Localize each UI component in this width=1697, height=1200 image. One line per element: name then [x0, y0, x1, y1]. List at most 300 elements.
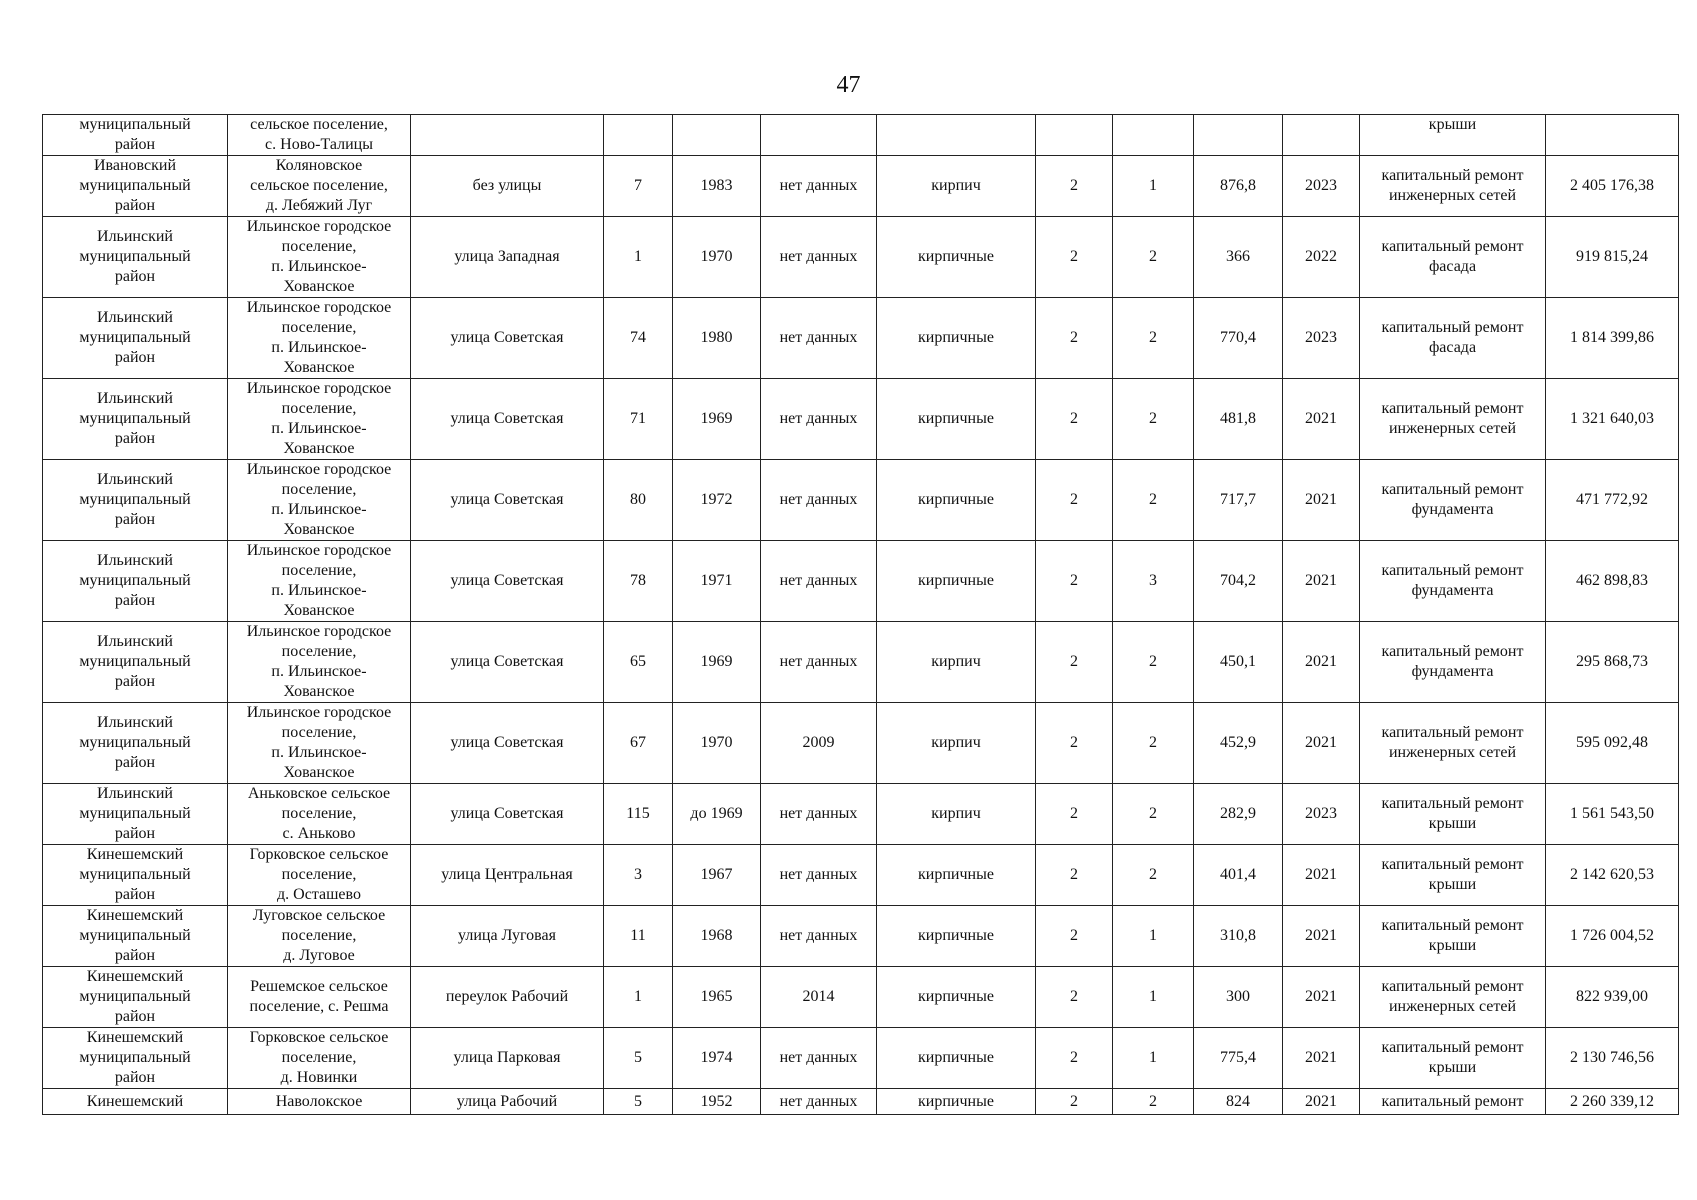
- wall-material-cell: [877, 379, 1036, 460]
- cost-cell: [1546, 845, 1679, 906]
- district-cell: [43, 156, 228, 217]
- cost-cell: [1546, 217, 1679, 298]
- last-repair-cell-text: нет данных: [779, 329, 858, 346]
- wall-material-cell: [877, 1028, 1036, 1089]
- settlement-cell: [228, 1089, 411, 1115]
- plan-year-cell: [1283, 784, 1360, 845]
- last-repair-cell-text: нет данных: [779, 177, 858, 194]
- build-year-cell: [673, 541, 761, 622]
- street-cell: [411, 906, 604, 967]
- last-repair-cell: [761, 460, 877, 541]
- house-number-cell-text: 5: [634, 1092, 642, 1110]
- floors-cell: [1036, 156, 1113, 217]
- settlement-cell-text: Наволокское: [275, 1092, 363, 1110]
- table-row: [43, 460, 1679, 541]
- last-repair-cell-text: нет данных: [779, 866, 858, 883]
- settlement-cell: [228, 541, 411, 622]
- settlement-cell-text: Ильинское городское поселение, п. Ильинское- Хованское: [246, 380, 392, 457]
- cost-cell-text: 595 092,48: [1576, 734, 1648, 751]
- house-number-cell: [604, 541, 673, 622]
- district-cell-text: Ильинский муниципальный район: [79, 633, 191, 690]
- plan-year-cell-text: 2021: [1305, 653, 1337, 670]
- settlement-cell-text: Ильинское городское поселение, п. Ильинское- Хованское: [246, 704, 392, 781]
- area-cell: [1194, 784, 1283, 845]
- build-year-cell-text: 1983: [700, 177, 733, 194]
- settlement-cell: [228, 784, 411, 845]
- cost-cell: [1546, 703, 1679, 784]
- district-cell: [43, 379, 228, 460]
- settlement-cell: [228, 906, 411, 967]
- street-cell: [411, 703, 604, 784]
- house-number-cell-text: 74: [630, 329, 646, 346]
- street-cell-text: улица Западная: [454, 248, 560, 265]
- entrances-cell-text: 2: [1149, 410, 1157, 427]
- table-row: [43, 115, 1679, 156]
- floors-cell: [1036, 622, 1113, 703]
- floors-cell: [1036, 541, 1113, 622]
- area-cell-text: 300: [1226, 988, 1250, 1005]
- table-row: [43, 1028, 1679, 1089]
- plan-year-cell: [1283, 298, 1360, 379]
- last-repair-cell: [761, 784, 877, 845]
- wall-material-cell-text: кирпичные: [918, 572, 994, 589]
- house-number-cell: [604, 622, 673, 703]
- last-repair-cell-text: нет данных: [779, 653, 858, 670]
- build-year-cell: [673, 379, 761, 460]
- street-cell-text: улица Советская: [450, 734, 564, 751]
- house-number-cell-text: 5: [634, 1049, 642, 1066]
- table-row: [43, 1089, 1679, 1115]
- plan-year-cell: [1283, 460, 1360, 541]
- wall-material-cell: [877, 298, 1036, 379]
- entrances-cell-text: 2: [1149, 248, 1157, 265]
- entrances-cell: [1113, 906, 1194, 967]
- area-cell-text: 824: [1226, 1092, 1250, 1110]
- last-repair-cell: [761, 217, 877, 298]
- district-cell: [43, 967, 228, 1028]
- settlement-cell-text: Горковское сельское поселение, д. Новинки: [249, 1029, 389, 1086]
- wall-material-cell: [877, 845, 1036, 906]
- house-number-cell-text: 65: [630, 653, 646, 670]
- settlement-cell: [228, 298, 411, 379]
- area-cell: [1194, 967, 1283, 1028]
- plan-year-cell-text: 2021: [1305, 988, 1337, 1005]
- build-year-cell-text: 1974: [700, 1049, 733, 1066]
- last-repair-cell-text: нет данных: [779, 805, 858, 822]
- area-cell-text: 282,9: [1220, 805, 1256, 822]
- district-cell-text: Ильинский муниципальный район: [79, 471, 191, 528]
- last-repair-cell-text: нет данных: [779, 491, 858, 508]
- street-cell: [411, 156, 604, 217]
- street-cell-text: без улицы: [472, 177, 542, 194]
- build-year-cell: [673, 784, 761, 845]
- last-repair-cell: [761, 845, 877, 906]
- work-type-cell-text: капитальный ремонт фундамента: [1381, 562, 1524, 599]
- area-cell: [1194, 1028, 1283, 1089]
- cost-cell: [1546, 156, 1679, 217]
- cost-cell: [1546, 622, 1679, 703]
- plan-year-cell: [1283, 115, 1360, 156]
- work-type-cell-text: капитальный ремонт фундамента: [1381, 481, 1524, 518]
- work-type-cell: [1360, 1089, 1546, 1115]
- cost-cell-text: 1 561 543,50: [1570, 805, 1654, 822]
- entrances-cell-text: 2: [1149, 805, 1157, 822]
- entrances-cell: [1113, 967, 1194, 1028]
- area-cell-text: 775,4: [1220, 1049, 1256, 1066]
- floors-cell-text: 2: [1070, 1049, 1078, 1066]
- work-type-cell: [1360, 156, 1546, 217]
- floors-cell-text: 2: [1070, 572, 1078, 589]
- house-number-cell: [604, 967, 673, 1028]
- build-year-cell-text: 1980: [700, 329, 733, 346]
- cost-cell: [1546, 115, 1679, 156]
- street-cell-text: улица Советская: [450, 653, 564, 670]
- table-row: [43, 156, 1679, 217]
- floors-cell: [1036, 967, 1113, 1028]
- settlement-cell-text: Горковское сельское поселение, д. Осташево: [249, 846, 389, 903]
- area-cell: [1194, 541, 1283, 622]
- cost-cell-text: 2 260 339,12: [1570, 1092, 1654, 1110]
- cost-cell: [1546, 1089, 1679, 1115]
- cost-cell-text: 2 405 176,38: [1570, 177, 1654, 194]
- build-year-cell-text: до 1969: [690, 805, 743, 822]
- district-cell-text: Ивановский муниципальный район: [79, 157, 191, 214]
- house-number-cell-text: 71: [630, 410, 646, 427]
- floors-cell: [1036, 784, 1113, 845]
- entrances-cell: [1113, 1028, 1194, 1089]
- build-year-cell-text: 1965: [700, 988, 733, 1005]
- settlement-cell: [228, 217, 411, 298]
- floors-cell-text: 2: [1070, 329, 1078, 346]
- street-cell: [411, 845, 604, 906]
- house-number-cell: [604, 1028, 673, 1089]
- settlement-cell-text: Ильинское городское поселение, п. Ильинское- Хованское: [246, 299, 392, 376]
- last-repair-cell-text: нет данных: [779, 1092, 858, 1110]
- street-cell: [411, 622, 604, 703]
- plan-year-cell: [1283, 1028, 1360, 1089]
- settlement-cell: [228, 156, 411, 217]
- table-row: [43, 845, 1679, 906]
- cost-cell-text: 1 321 640,03: [1570, 410, 1654, 427]
- last-repair-cell: [761, 703, 877, 784]
- settlement-cell-text: сельское поселение, с. Ново-Талицы: [250, 116, 388, 153]
- plan-year-cell-text: 2021: [1305, 572, 1337, 589]
- street-cell-text: улица Советская: [450, 410, 564, 427]
- work-type-cell-text: капитальный ремонт крыши: [1381, 1039, 1524, 1076]
- work-type-cell-text: капитальный ремонт крыши: [1381, 856, 1524, 893]
- entrances-cell-text: 2: [1149, 734, 1157, 751]
- wall-material-cell: [877, 622, 1036, 703]
- street-cell: [411, 967, 604, 1028]
- area-cell: [1194, 622, 1283, 703]
- last-repair-cell-text: нет данных: [779, 410, 858, 427]
- build-year-cell-text: 1967: [700, 866, 733, 883]
- plan-year-cell: [1283, 622, 1360, 703]
- settlement-cell-text: Коляновское сельское поселение, д. Лебяжий Луг: [250, 157, 388, 214]
- district-cell-text: муниципальный район: [79, 116, 191, 153]
- district-cell: [43, 784, 228, 845]
- area-cell: [1194, 1089, 1283, 1115]
- floors-cell: [1036, 906, 1113, 967]
- last-repair-cell-text: 2009: [802, 734, 835, 751]
- area-cell-text: 401,4: [1220, 866, 1256, 883]
- settlement-cell: [228, 967, 411, 1028]
- floors-cell-text: 2: [1070, 734, 1078, 751]
- house-number-cell: [604, 217, 673, 298]
- wall-material-cell-text: кирпичные: [918, 988, 994, 1005]
- settlement-cell: [228, 460, 411, 541]
- floors-cell-text: 2: [1070, 866, 1078, 883]
- wall-material-cell-text: кирпичные: [918, 927, 994, 944]
- area-cell: [1194, 156, 1283, 217]
- plan-year-cell-text: 2021: [1305, 1092, 1337, 1110]
- entrances-cell-text: 1: [1149, 177, 1157, 194]
- last-repair-cell-text: нет данных: [779, 248, 858, 265]
- plan-year-cell: [1283, 967, 1360, 1028]
- house-number-cell-text: 7: [634, 177, 642, 194]
- area-cell: [1194, 906, 1283, 967]
- build-year-cell: [673, 622, 761, 703]
- cost-cell: [1546, 298, 1679, 379]
- wall-material-cell: [877, 156, 1036, 217]
- district-cell-text: Кинешемский: [86, 1092, 184, 1110]
- work-type-cell-text: капитальный ремонт фундамента: [1381, 643, 1524, 680]
- settlement-cell-text: Луговское сельское поселение, д. Луговое: [252, 907, 386, 964]
- cost-cell-text: 1 726 004,52: [1570, 927, 1654, 944]
- work-type-cell-text: капитальный ремонт инженерных сетей: [1381, 978, 1524, 1015]
- house-number-cell: [604, 298, 673, 379]
- house-number-cell-text: 11: [630, 927, 646, 944]
- work-type-cell: [1360, 298, 1546, 379]
- plan-year-cell-text: 2021: [1305, 491, 1337, 508]
- entrances-cell-text: 1: [1149, 1049, 1157, 1066]
- plan-year-cell-text: 2022: [1305, 248, 1337, 265]
- build-year-cell-text: 1972: [700, 491, 733, 508]
- district-cell: [43, 1028, 228, 1089]
- floors-cell: [1036, 703, 1113, 784]
- area-cell-text: 310,8: [1220, 927, 1256, 944]
- last-repair-cell: [761, 906, 877, 967]
- table-row: [43, 784, 1679, 845]
- floors-cell-text: 2: [1070, 248, 1078, 265]
- house-number-cell-text: 3: [634, 866, 642, 883]
- page-number: 47: [836, 72, 861, 98]
- house-number-cell-text: 1: [634, 988, 642, 1005]
- floors-cell: [1036, 845, 1113, 906]
- street-cell-text: улица Советская: [450, 805, 564, 822]
- plan-year-cell: [1283, 906, 1360, 967]
- table-row: [43, 703, 1679, 784]
- wall-material-cell: [877, 906, 1036, 967]
- last-repair-cell-text: нет данных: [779, 572, 858, 589]
- area-cell: [1194, 379, 1283, 460]
- area-cell-text: 717,7: [1220, 491, 1256, 508]
- entrances-cell-text: 2: [1149, 653, 1157, 670]
- house-number-cell: [604, 379, 673, 460]
- street-cell-text: улица Советская: [450, 491, 564, 508]
- plan-year-cell: [1283, 156, 1360, 217]
- entrances-cell: [1113, 1089, 1194, 1115]
- entrances-cell: [1113, 460, 1194, 541]
- build-year-cell-text: 1970: [700, 734, 733, 751]
- cost-cell-text: 2 130 746,56: [1570, 1049, 1654, 1066]
- cost-cell-text: 462 898,83: [1576, 572, 1648, 589]
- street-cell-text: улица Луговая: [458, 927, 556, 944]
- cost-cell-text: 822 939,00: [1576, 988, 1648, 1005]
- district-cell-text: Ильинский муниципальный район: [79, 228, 191, 285]
- wall-material-cell-text: кирпич: [931, 653, 981, 670]
- district-cell: [43, 298, 228, 379]
- entrances-cell: [1113, 156, 1194, 217]
- wall-material-cell-text: кирпич: [931, 805, 981, 822]
- build-year-cell: [673, 906, 761, 967]
- area-cell: [1194, 703, 1283, 784]
- floors-cell-text: 2: [1070, 927, 1078, 944]
- area-cell: [1194, 298, 1283, 379]
- table-row: [43, 379, 1679, 460]
- plan-year-cell: [1283, 845, 1360, 906]
- house-number-cell: [604, 1089, 673, 1115]
- wall-material-cell-text: кирпичные: [918, 248, 994, 265]
- area-cell-text: 704,2: [1220, 572, 1256, 589]
- plan-year-cell-text: 2021: [1305, 927, 1337, 944]
- area-cell-text: 876,8: [1220, 177, 1256, 194]
- floors-cell-text: 2: [1070, 491, 1078, 508]
- work-type-cell: [1360, 541, 1546, 622]
- last-repair-cell: [761, 1028, 877, 1089]
- street-cell: [411, 541, 604, 622]
- cost-cell: [1546, 1028, 1679, 1089]
- cost-cell-text: 471 772,92: [1576, 491, 1648, 508]
- district-cell: [43, 906, 228, 967]
- district-cell-text: Ильинский муниципальный район: [79, 552, 191, 609]
- work-type-cell: [1360, 115, 1546, 156]
- settlement-cell-text: Аньковское сельское поселение, с. Аньково: [247, 785, 391, 842]
- area-cell: [1194, 115, 1283, 156]
- build-year-cell: [673, 845, 761, 906]
- build-year-cell-text: 1968: [700, 927, 733, 944]
- work-type-cell: [1360, 906, 1546, 967]
- house-number-cell-text: 1: [634, 248, 642, 265]
- plan-year-cell-text: 2021: [1305, 1049, 1337, 1066]
- cost-cell: [1546, 541, 1679, 622]
- floors-cell-text: 2: [1070, 1092, 1078, 1110]
- street-cell: [411, 379, 604, 460]
- work-type-cell: [1360, 460, 1546, 541]
- street-cell-text: улица Центральная: [441, 866, 573, 883]
- area-cell-text: 770,4: [1220, 329, 1256, 346]
- district-cell: [43, 845, 228, 906]
- settlement-cell-text: Решемское сельское поселение, с. Решма: [249, 978, 389, 1015]
- district-cell: [43, 115, 228, 156]
- entrances-cell-text: 2: [1149, 329, 1157, 346]
- plan-year-cell: [1283, 379, 1360, 460]
- work-type-cell-text: капитальный ремонт крыши: [1381, 795, 1524, 832]
- cost-cell-text: 919 815,24: [1576, 248, 1648, 265]
- area-cell-text: 366: [1226, 248, 1250, 265]
- district-cell-text: Кинешемский муниципальный район: [79, 968, 191, 1025]
- last-repair-cell: [761, 967, 877, 1028]
- plan-year-cell-text: 2021: [1305, 866, 1337, 883]
- district-cell: [43, 217, 228, 298]
- area-cell: [1194, 217, 1283, 298]
- work-type-cell-text: капитальный ремонт крыши: [1381, 917, 1524, 954]
- entrances-cell: [1113, 298, 1194, 379]
- last-repair-cell: [761, 1089, 877, 1115]
- wall-material-cell-text: кирпич: [931, 177, 981, 194]
- work-type-cell-text: капитальный ремонт инженерных сетей: [1381, 400, 1524, 437]
- work-type-cell-text: капитальный ремонт: [1381, 1092, 1524, 1110]
- last-repair-cell: [761, 156, 877, 217]
- district-cell: [43, 622, 228, 703]
- entrances-cell: [1113, 703, 1194, 784]
- settlement-cell: [228, 845, 411, 906]
- build-year-cell: [673, 217, 761, 298]
- wall-material-cell-text: кирпичные: [918, 329, 994, 346]
- wall-material-cell: [877, 541, 1036, 622]
- last-repair-cell: [761, 379, 877, 460]
- plan-year-cell-text: 2021: [1305, 734, 1337, 751]
- housing-repair-table: [42, 114, 1679, 1115]
- table-row: [43, 967, 1679, 1028]
- floors-cell-text: 2: [1070, 177, 1078, 194]
- house-number-cell: [604, 703, 673, 784]
- street-cell-text: переулок Рабочий: [445, 988, 569, 1005]
- work-type-cell: [1360, 703, 1546, 784]
- area-cell: [1194, 845, 1283, 906]
- wall-material-cell: [877, 217, 1036, 298]
- wall-material-cell-text: кирпичные: [918, 1092, 994, 1110]
- house-number-cell-text: 67: [630, 734, 646, 751]
- street-cell: [411, 115, 604, 156]
- entrances-cell-text: 1: [1149, 988, 1157, 1005]
- build-year-cell: [673, 1089, 761, 1115]
- last-repair-cell: [761, 115, 877, 156]
- street-cell: [411, 1028, 604, 1089]
- house-number-cell-text: 115: [626, 805, 650, 822]
- build-year-cell-text: 1971: [700, 572, 733, 589]
- district-cell-text: Кинешемский муниципальный район: [79, 846, 191, 903]
- entrances-cell: [1113, 217, 1194, 298]
- last-repair-cell-text: нет данных: [779, 1049, 858, 1066]
- build-year-cell: [673, 298, 761, 379]
- wall-material-cell-text: кирпич: [931, 734, 981, 751]
- floors-cell-text: 2: [1070, 988, 1078, 1005]
- build-year-cell: [673, 460, 761, 541]
- wall-material-cell-text: кирпичные: [918, 1049, 994, 1066]
- cost-cell-text: 295 868,73: [1576, 653, 1648, 670]
- settlement-cell-text: Ильинское городское поселение, п. Ильинское- Хованское: [246, 461, 392, 538]
- entrances-cell: [1113, 845, 1194, 906]
- district-cell-text: Кинешемский муниципальный район: [79, 1029, 191, 1086]
- street-cell: [411, 217, 604, 298]
- area-cell-text: 450,1: [1220, 653, 1256, 670]
- build-year-cell-text: 1969: [700, 410, 733, 427]
- house-number-cell: [604, 845, 673, 906]
- wall-material-cell-text: кирпичные: [918, 491, 994, 508]
- cost-cell-text: 2 142 620,53: [1570, 866, 1654, 883]
- work-type-cell-text: капитальный ремонт фасада: [1381, 319, 1524, 356]
- build-year-cell-text: 1952: [700, 1092, 733, 1110]
- district-cell: [43, 1089, 228, 1115]
- settlement-cell: [228, 379, 411, 460]
- build-year-cell-text: 1970: [700, 248, 733, 265]
- wall-material-cell: [877, 115, 1036, 156]
- build-year-cell: [673, 703, 761, 784]
- floors-cell-text: 2: [1070, 410, 1078, 427]
- floors-cell: [1036, 460, 1113, 541]
- floors-cell: [1036, 379, 1113, 460]
